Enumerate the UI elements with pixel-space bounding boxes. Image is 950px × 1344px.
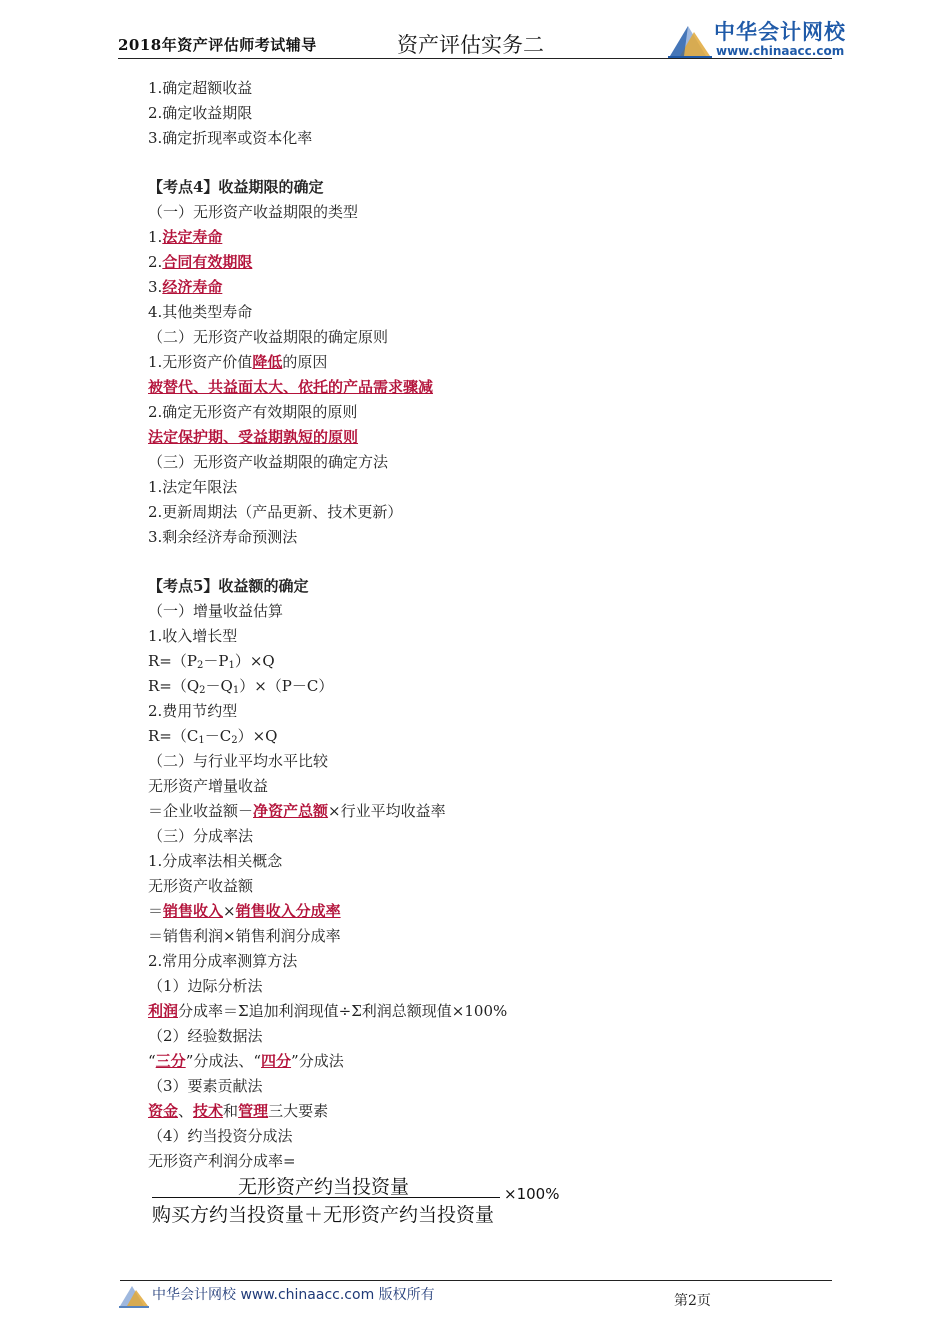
text-line: （3）要素贡献法 xyxy=(148,1077,263,1095)
text-line xyxy=(148,724,848,749)
copyright-text: 中华会计网校 www.chinaacc.com 版权所有 xyxy=(152,1287,435,1303)
page-number: 第2页 xyxy=(674,1293,711,1309)
document-body xyxy=(148,76,848,1174)
formula-multiplier: ×100% xyxy=(504,1185,560,1203)
subscript: 1 xyxy=(232,685,240,696)
text-run: 的原因 xyxy=(282,353,328,371)
highlighted-term: 销售收入分成率 xyxy=(235,902,341,920)
text-line: 无形资产收益额 xyxy=(148,877,254,895)
text-line: （三）分成率法 xyxy=(148,827,254,845)
text-run: －P xyxy=(203,652,229,670)
section-heading: 【考点4】收益期限的确定 xyxy=(148,178,324,196)
text-line: （一）增量收益估算 xyxy=(148,602,284,620)
text-line: 3.确定折现率或资本化率 xyxy=(148,129,313,147)
text-line: （一）无形资产收益期限的类型 xyxy=(148,203,359,221)
subscript: 2 xyxy=(196,660,204,671)
text-line: 4.其他类型寿命 xyxy=(148,303,253,321)
text-line xyxy=(148,649,848,674)
blank-line xyxy=(148,151,848,175)
text-run: 、 xyxy=(178,1102,194,1120)
text-line: 1.分成率法相关概念 xyxy=(148,852,283,870)
formula-denominator: 购买方约当投资量＋无形资产约当投资量 xyxy=(152,1204,495,1226)
subscript: 2 xyxy=(199,685,206,696)
text-line xyxy=(148,225,848,250)
text-line: （三）无形资产收益期限的确定方法 xyxy=(148,453,389,471)
text-line xyxy=(148,375,848,400)
highlighted-term: 法定保护期、受益期孰短的原则 xyxy=(148,428,359,446)
text-line: （二）与行业平均水平比较 xyxy=(148,752,329,770)
subject-title: 资产评估实务二 xyxy=(397,33,544,57)
text-line: 2.更新周期法（产品更新、技术更新） xyxy=(148,503,403,521)
text-line xyxy=(148,799,848,824)
text-run: ）×Q xyxy=(234,652,275,670)
text-run: 三大要素 xyxy=(268,1102,329,1120)
text-line xyxy=(148,674,848,699)
fraction-bar xyxy=(152,1197,500,1198)
highlighted-term: 管理 xyxy=(238,1102,269,1120)
highlighted-term: 三分 xyxy=(155,1052,186,1070)
text-line: 2.确定无形资产有效期限的原则 xyxy=(148,403,358,421)
school-logo[interactable] xyxy=(666,16,846,64)
page-header xyxy=(0,0,950,70)
text-run: R=（C xyxy=(148,727,199,745)
highlighted-term: 利润 xyxy=(148,1002,179,1020)
text-run: 3. xyxy=(148,278,163,296)
highlighted-term: 经济寿命 xyxy=(162,278,223,296)
page-footer xyxy=(0,1270,950,1330)
text-line xyxy=(148,1049,848,1074)
text-line: 1.确定超额收益 xyxy=(148,79,253,97)
text-line: （4）约当投资分成法 xyxy=(148,1127,293,1145)
highlighted-term: 法定寿命 xyxy=(162,228,223,246)
text-run: 分成率＝Σ追加利润现值÷Σ利润总额现值×100% xyxy=(178,1002,508,1020)
text-run: ）×Q xyxy=(237,727,278,745)
text-line: （二）无形资产收益期限的确定原则 xyxy=(148,328,389,346)
course-title: 2018年资产评估师考试辅导 xyxy=(118,36,317,54)
text-line: 2.常用分成率测算方法 xyxy=(148,952,298,970)
text-run: ）×（P－C） xyxy=(239,677,334,695)
text-line: 1.法定年限法 xyxy=(148,478,238,496)
highlighted-term: 净资产总额 xyxy=(253,802,329,820)
text-run: 2. xyxy=(148,253,163,271)
text-run: ”分成法 xyxy=(291,1052,344,1070)
text-line: 2.费用节约型 xyxy=(148,702,238,720)
highlighted-term: 资金 xyxy=(148,1102,179,1120)
section-heading: 【考点5】收益额的确定 xyxy=(148,577,309,595)
footer-logo-icon xyxy=(118,1282,150,1308)
logo-name: 中华会计网校 xyxy=(714,20,846,44)
text-line xyxy=(148,899,848,924)
text-line: 无形资产利润分成率= xyxy=(148,1152,296,1170)
text-run: －C xyxy=(204,727,232,745)
text-line xyxy=(148,1099,848,1124)
text-run: 1.无形资产价值 xyxy=(148,353,253,371)
text-line: 无形资产增量收益 xyxy=(148,777,269,795)
text-run: ＝ xyxy=(148,902,164,920)
text-line xyxy=(148,425,848,450)
text-run: × xyxy=(223,902,236,920)
text-run: “ xyxy=(148,1052,156,1070)
text-run: 1. xyxy=(148,228,163,246)
text-run: －Q xyxy=(205,677,233,695)
logo-url: www.chinaacc.com xyxy=(716,44,845,58)
text-run: R=（Q xyxy=(148,677,200,695)
text-run: ＝企业收益额－ xyxy=(148,802,254,820)
highlighted-term: 降低 xyxy=(252,353,283,371)
text-line xyxy=(148,350,848,375)
subscript: 2 xyxy=(231,735,238,746)
text-line: 2.确定收益期限 xyxy=(148,104,253,122)
text-line xyxy=(148,999,848,1024)
text-line: 3.剩余经济寿命预测法 xyxy=(148,528,298,546)
text-line: 1.收入增长型 xyxy=(148,627,238,645)
footer-rule xyxy=(120,1280,832,1281)
text-line: （1）边际分析法 xyxy=(148,977,263,995)
highlighted-term: 被替代、共益面太大、依托的产品需求骤减 xyxy=(148,378,434,396)
text-run: 和 xyxy=(223,1102,239,1120)
text-run: ”分成法、“ xyxy=(185,1052,262,1070)
share-rate-formula xyxy=(150,1170,570,1226)
formula-numerator: 无形资产约当投资量 xyxy=(238,1176,410,1198)
text-line: ＝销售利润×销售利润分成率 xyxy=(148,927,341,945)
highlighted-term: 技术 xyxy=(193,1102,224,1120)
highlighted-term: 合同有效期限 xyxy=(162,253,253,271)
subscript: 1 xyxy=(198,735,205,746)
text-run: R=（P xyxy=(148,652,197,670)
subscript: 1 xyxy=(228,660,235,671)
text-line xyxy=(148,275,848,300)
text-run: ×行业平均收益率 xyxy=(328,802,446,820)
logo-mountain-icon xyxy=(666,20,714,60)
text-line: （2）经验数据法 xyxy=(148,1027,263,1045)
text-line xyxy=(148,250,848,275)
blank-line xyxy=(148,550,848,574)
highlighted-term: 销售收入 xyxy=(163,902,224,920)
highlighted-term: 四分 xyxy=(261,1052,292,1070)
